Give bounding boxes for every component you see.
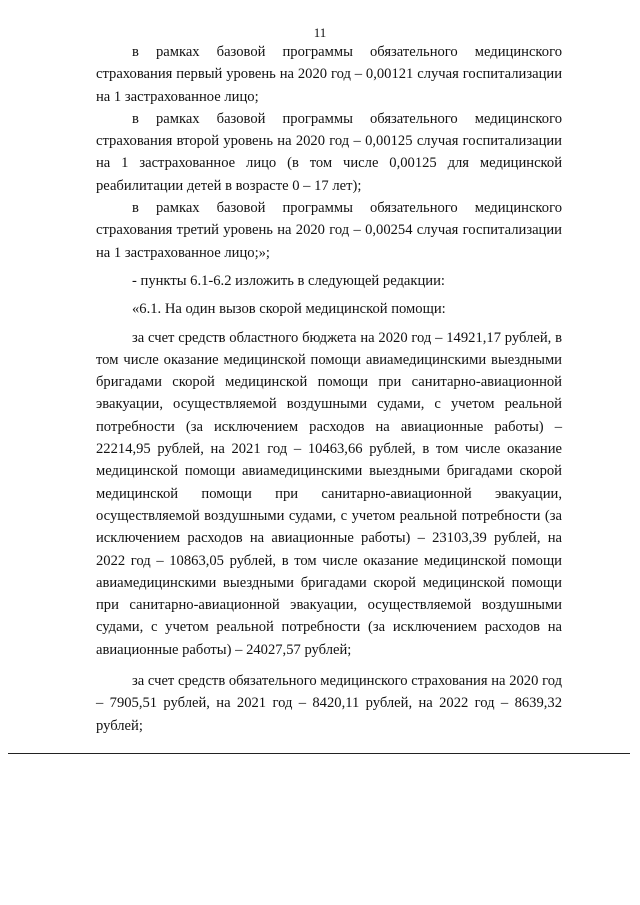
paragraph-level-2-hospitalization: в рамках базовой программы обязательного медицинского страхования второй уровень на 2020 год – 0,00125 случая госпитализации на 1 застрахованное лицо (в том числе 0,00125 для медицинской реабилитации детей в возрасте 0 – 17 лет); [96,110,562,194]
page-number: 11 [313,25,327,40]
paragraph-level-3-hospitalization: в рамках базовой программы обязательного медицинского страхования третий уровень на 2020 год – 0,00254 случая госпитализации на 1 застрахованное лицо;»; [96,200,562,261]
footer-divider [8,753,630,754]
paragraph-level-1-hospitalization: в рамках базовой программы обязательного медицинского страхования первый уровень на 2020 год – 0,00121 случая госпитализации на 1 застрахованное лицо; [96,44,562,105]
paragraph-compulsory-insurance: за счет средств обязательного медицинского страхования на 2020 год – 7905,51 рублей, на 2021 год – 8420,11 рублей, на 2022 год – 8639,32 рублей; [96,673,562,734]
paragraph-section-6-1-heading: «6.1. На один вызов скорой медицинской помощи: [132,301,446,318]
paragraph-amendment-instruction: - пункты 6.1-6.2 изложить в следующей редакции: [132,272,445,289]
paragraph-regional-budget: за счет средств областного бюджета на 2020 год – 14921,17 рублей, в том числе оказание медицинской помощи авиамедицинскими выездными бригадами скорой медицинской помощи при санитарно-авиационной эвакуации, осуществляемой воздушными судами, с учетом реальной потребности (за исключением расходов на авиационные работы) – 22214,95 рублей, на 2021 год – 10463,66 рублей, в том числе оказание медицинской помощи авиамедицинскими выездными бригадами скорой медицинской помощи при санитарно-авиационной эвакуации, осуществляемой воздушными судами, с учетом реальной потребности (за исключением расходов на авиационные работы) – 23103,39 рублей, на 2022 год – 10863,05 рублей, в том числе оказание медицинской помощи авиамедицинскими выездными бригадами скорой медицинской помощи при санитарно-авиационной эвакуации, осуществляемой воздушными судами, с учетом реальной потребности (за исключением расходов на авиационные работы) – 24027,57 рублей; [96,329,562,658]
document-body [96,41,562,737]
